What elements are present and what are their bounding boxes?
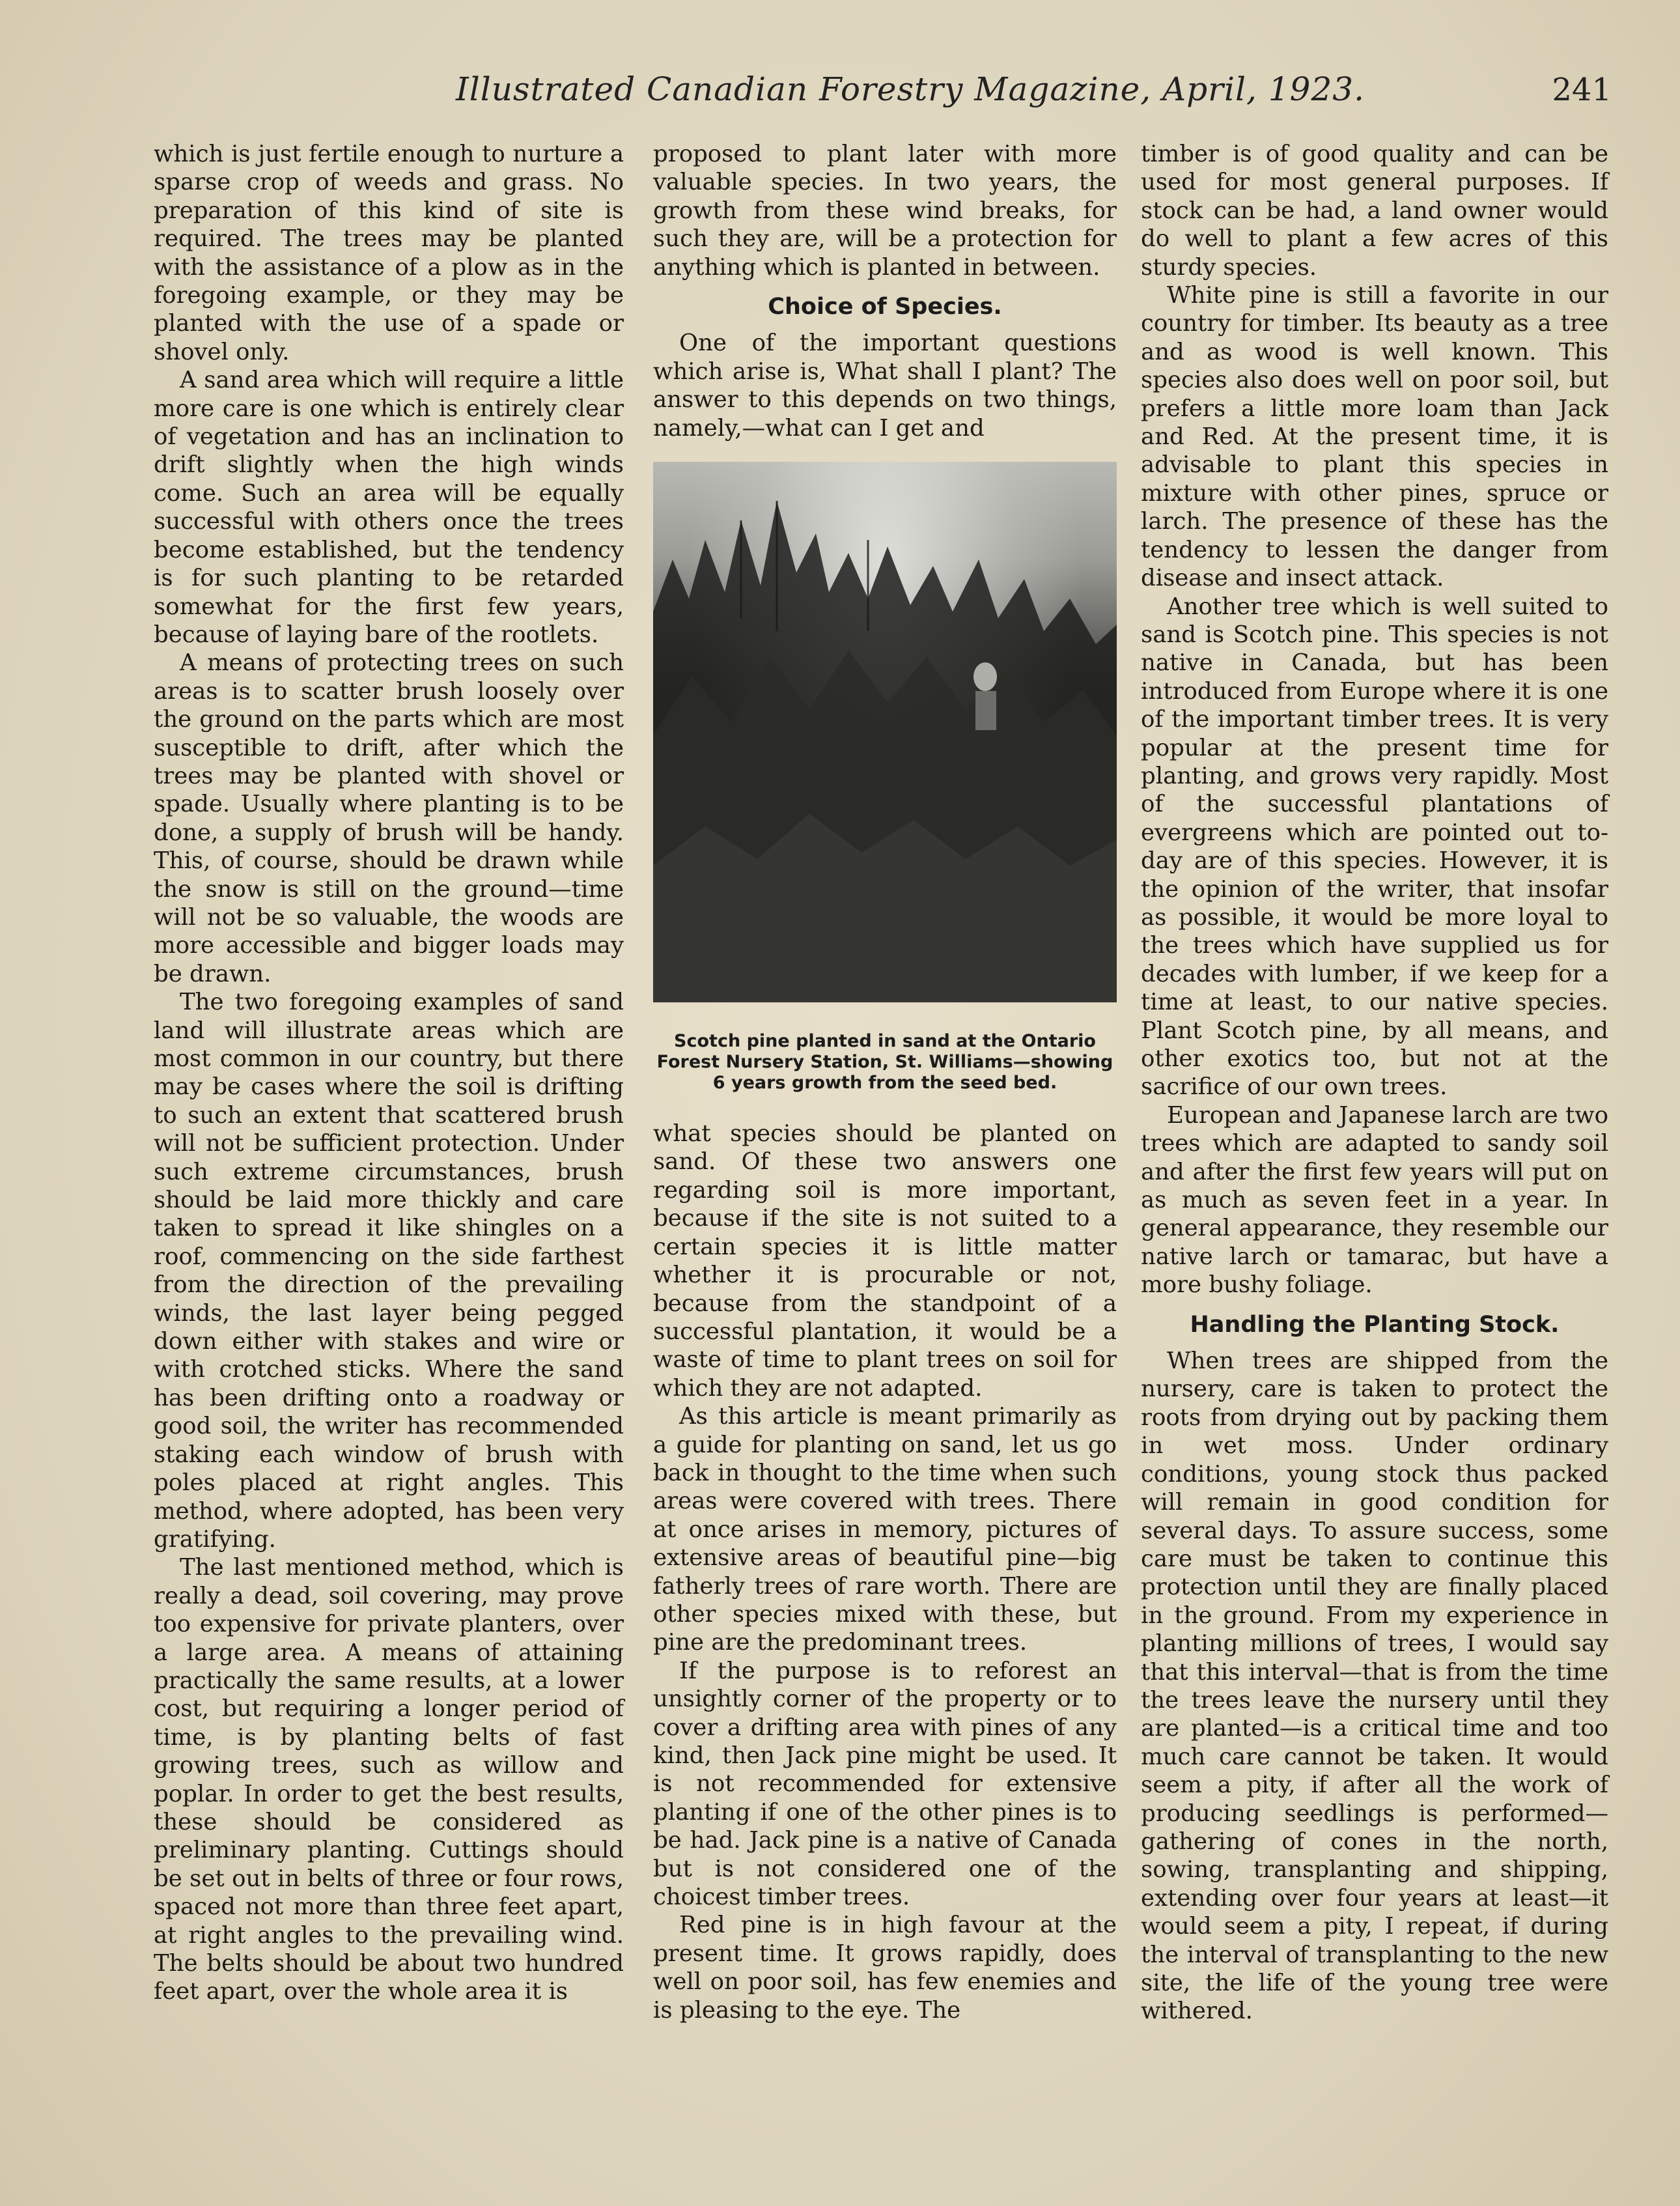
- paragraph: Another tree which is well suited to sand is Scotch pine. This species is not native in Canada, but has been introduced from Europe where it is one of the important timber trees. It is very popular at the present time for planting, and grows very rapidly. Most of the successful plantations of evergreens which are pointed out to-day are of this species. However, it is the opinion of the writer, that insofar as possible, it would be more loyal to the trees which have supplied us for decades with lumber, if we keep for a time at least, to our native species. Plant Scotch pine, by all means, and other exotics too, but not at the sacrifice of our own trees.: [1141, 593, 1608, 1101]
- column-1: [154, 140, 624, 2006]
- paragraph: A means of protecting trees on such areas is to scatter brush loosely over the ground on the parts which are most susceptible to drift, after which the trees may be planted with shovel or spade. Usually where planting is to be done, a supply of brush will be handy. This, of course, should be drawn while the snow is still on the ground—time will not be so valuable, the woods are more accessible and bigger loads may be drawn.: [154, 649, 624, 987]
- running-header: [456, 70, 1612, 122]
- paragraph: White pine is still a favorite in our country for timber. Its beauty as a tree and as wood is well known. This species also does well on poor soil, but prefers a little more loam than Jack and Red. At the present time, it is advisable to plant this species in mixture with other pines, spruce or larch. The presence of these has the tendency to lessen the danger from disease and insect attack.: [1141, 282, 1608, 592]
- paragraph: The last mentioned method, which is really a dead, soil covering, may prove too expensive for private planters, over a large area. A means of attaining practically the same results, at a lower cost, but requiring a longer period of time, is by planting belts of fast growing trees, such as willow and poplar. In order to get the best results, these should be considered as preliminary planting. Cuttings should be set out in belts of three or four rows, spaced not more than three feet apart, at right angles to the prevailing wind. The belts should be about two hundred feet apart, over the whole area it is: [154, 1554, 624, 2005]
- paragraph: A sand area which will require a little more care is one which is entirely clear of vegetation and has an inclination to drift slightly when the high winds come. Such an area will be equally successful with others once the trees become established, but the tendency is for such planting to be retarded somewhat for the first few years, because of laying bare of the rootlets.: [154, 367, 624, 648]
- scotch-pine-photo: [653, 462, 1117, 1002]
- paragraph: proposed to plant later with more valuable species. In two years, the growth from these wind breaks, for such they are, will be a protection for anything which is planted in between.: [653, 141, 1117, 281]
- paragraph: timber is of good quality and can be used for most general purposes. If stock can be had, a land owner would do well to plant a few acres of this sturdy species.: [1141, 141, 1608, 281]
- paragraph: Red pine is in high favour at the present time. It grows rapidly, does well on poor soil, has few enemies and is pleasing to the eye. The: [653, 1912, 1117, 2024]
- paragraph: which is just fertile enough to nurture a sparse crop of weeds and grass. No preparation of this kind of site is required. The trees may be planted with the assistance of a plow as in the foregoing example, or they may be planted with the use of a spade or shovel only.: [154, 141, 624, 365]
- pine-silhouette: [653, 462, 1117, 1002]
- paragraph: what species should be planted on sand. Of these two answers one regarding soil is more important, because if the site is not suited to a certain species it is little matter whether it is procurable or not, because from the standpoint of a successful plantation, it would be a waste of time to plant trees on soil for which they are not adapted.: [653, 1120, 1117, 1402]
- column-2: [653, 140, 1117, 2024]
- column-3: [1141, 140, 1608, 2026]
- section-heading-choice-of-species: Choice of Species.: [768, 294, 1002, 320]
- paragraph: European and Japanese larch are two trees which are adapted to sandy soil and after the first few years will put on as much as seven feet in a year. In general appearance, they resemble our native larch or tamarac, but have a more bushy foliage.: [1141, 1101, 1608, 1299]
- paragraph: The two foregoing examples of sand land will illustrate areas which are most common in our country, but there may be cases where the soil is drifting to such an extent that scattered brush will not be sufficient protection. Under such extreme circumstances, brush should be laid more thickly and care taken to spread it like shingles on a roof, commencing on the side farthest from the direction of the prevailing winds, the last layer being pegged down either with stakes and wire or with crotched sticks. Where the sand has been drifting onto a roadway or good soil, the writer has recommended staking each window of brush with poles placed at right angles. This method, where adopted, has been very gratifying.: [154, 989, 624, 1553]
- paragraph: One of the important questions which arise is, What shall I plant? The answer to this depends on two things, namely,—what can I get and: [653, 330, 1117, 442]
- header-title: Illustrated Canadian Forestry Magazine, April, 1923.: [456, 70, 1365, 108]
- page-number: 241: [1552, 72, 1612, 108]
- section-heading-handling-planting-stock: Handling the Planting Stock.: [1190, 1311, 1560, 1338]
- paragraph: When trees are shipped from the nursery, care is taken to protect the roots from drying out by packing them in wet moss. Under ordinary conditions, young stock thus packed will remain in good condition for several days. To assure success, some care must be taken to continue this protection until they are finally placed in the ground. From my experience in planting millions of trees, I would say that this interval—that is from the time the trees leave the nursery until they are planted—is a critical time and too much care cannot be taken. It would seem a pity, if after all the work of producing seedlings is performed—gathering of cones in the north, sowing, transplanting and shipping, extending over four years at least—it would seem a pity, I repeat, if during the interval of transplanting to the new site, the life of the young tree were withered.: [1141, 1348, 1608, 2025]
- paragraph: If the purpose is to reforest an unsightly corner of the property or to cover a drifting area with pines of any kind, then Jack pine might be used. It is not recommended for extensive planting if one of the other pines is to be had. Jack pine is a native of Canada but is not considered one of the choicest timber trees.: [653, 1657, 1117, 1911]
- paragraph: As this article is meant primarily as a guide for planting on sand, let us go back in thought to the time when such areas were covered with trees. There at once arises in memory, pictures of extensive areas of beautiful pine—big fatherly trees of rare worth. There are other species mixed with these, but pine are the predominant trees.: [653, 1403, 1117, 1656]
- photo-caption: Scotch pine planted in sand at the Ontario Forest Nursery Station, St. Williams—showing 6 years growth from the seed bed.: [656, 1031, 1113, 1094]
